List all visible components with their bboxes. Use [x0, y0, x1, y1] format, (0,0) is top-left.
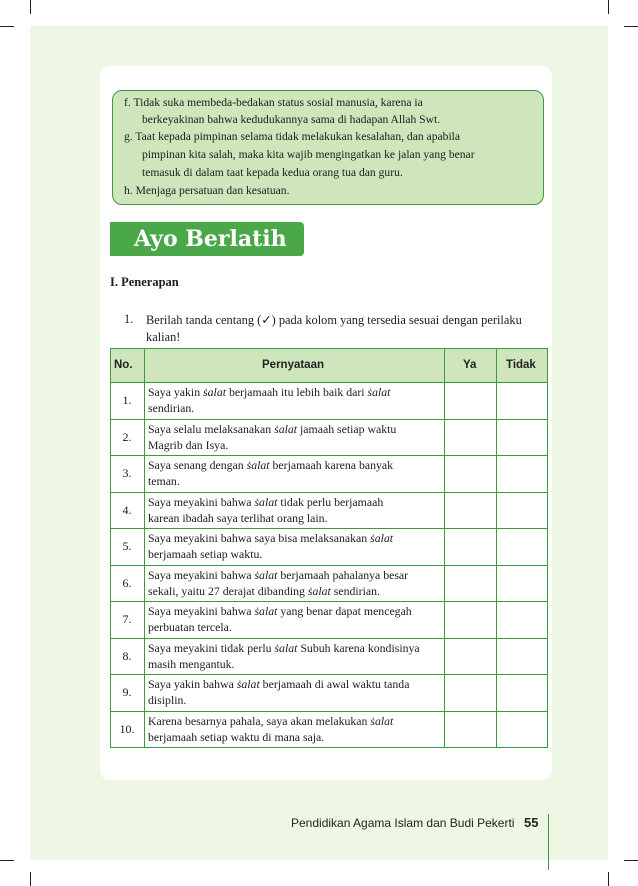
info-line-h: h. Menjaga persatuan dan kesatuan. [124, 184, 290, 197]
row-statement-2: sendirian. [148, 401, 195, 415]
checkbox-ya[interactable] [445, 712, 495, 747]
crop-mark [608, 872, 609, 886]
italic-term: ṡalat [246, 458, 270, 472]
info-line-g: g. Taat kepada pimpinan selama tidak melakukan kesalahan, dan apabila [124, 130, 461, 143]
table-header-row [110, 348, 548, 382]
italic-term: ṡalat [307, 583, 331, 598]
italic-term: ṡalat [370, 531, 394, 545]
table-column-divider [547, 348, 548, 748]
checkbox-tidak[interactable] [497, 493, 547, 528]
row-statement-2: disiplin. [148, 693, 187, 707]
crop-mark [0, 26, 14, 27]
row-statement-1: Saya meyakini bahwa saya bisa melaksanakan ṡalat [148, 531, 394, 545]
crop-mark [624, 26, 638, 27]
crop-mark [608, 0, 609, 14]
banner-title: Ayo Berlatih [134, 226, 287, 252]
crop-mark [30, 872, 31, 886]
checkbox-tidak[interactable] [497, 420, 547, 455]
row-statement-2: teman. [148, 474, 180, 488]
checkbox-ya[interactable] [445, 675, 495, 710]
italic-term: ṡalat [254, 494, 278, 509]
info-line-f-cont: berkeyakinan bahwa kedudukannya sama di hadapan Allah Swt. [142, 113, 441, 126]
footer-rule [548, 814, 549, 870]
header-no: No. [114, 359, 133, 371]
row-statement-2: Magrib dan Isya. [148, 437, 229, 452]
italic-term: ṡalat [254, 604, 278, 618]
checkbox-ya[interactable] [445, 456, 495, 491]
checkbox-tidak[interactable] [497, 639, 547, 674]
table-column-divider [144, 348, 145, 748]
row-statement-1: Saya meyakini bahwa ṡalat yang benar dapat mencegah [148, 604, 412, 618]
checkbox-ya[interactable] [445, 566, 495, 601]
info-line-g-cont: pimpinan kita salah, maka kita wajib mengingatkan ke jalan yang benar [142, 148, 475, 161]
row-number: 9. [122, 685, 132, 699]
row-number: 7. [122, 612, 132, 626]
checkbox-ya[interactable] [445, 602, 495, 637]
italic-term: ṡalat [274, 640, 298, 655]
crop-mark [624, 860, 638, 861]
row-statement-1: Saya meyakini tidak perlu ṡalat Subuh karena kondisinya [148, 640, 420, 655]
row-statement-2: karean ibadah saya terlihat orang lain. [148, 510, 328, 525]
row-number: 6. [122, 575, 132, 590]
row-statement-2: sekali, yaitu 27 derajat dibanding ṡalat sendirian. [148, 583, 380, 598]
row-statement-2: berjamaah setiap waktu di mana saja. [148, 729, 325, 744]
row-number: 1. [122, 393, 132, 407]
info-line-f: f. Tidak suka membeda-bedakan status sosial manusia, karena ia [124, 96, 423, 109]
header-yes: Ya [463, 359, 477, 371]
italic-term: ṡalat [367, 385, 391, 399]
info-line-g-cont2: temasuk di dalam taat kepada kedua orang tua dan guru. [142, 166, 403, 179]
italic-term: ṡalat [254, 567, 278, 582]
header-tidak: Tidak [506, 359, 536, 371]
checkbox-ya[interactable] [445, 383, 495, 418]
checkbox-ya[interactable] [445, 493, 495, 528]
checkbox-tidak[interactable] [497, 675, 547, 710]
table-row-divider [110, 747, 548, 748]
instruction-line-1: Berilah tanda centang (✓) pada kolom yang tersedia sesuai dengan perilaku [146, 313, 522, 327]
checkbox-ya[interactable] [445, 639, 495, 674]
instruction-number: 1. [124, 312, 134, 326]
book-title: Pendidikan Agama Islam dan Budi Pekerti [291, 816, 515, 830]
crop-mark [0, 860, 14, 861]
checkbox-tidak[interactable] [497, 529, 547, 564]
italic-term: ṡalat [370, 713, 394, 728]
row-number: 8. [122, 648, 132, 663]
checkbox-tidak[interactable] [497, 383, 547, 418]
row-number: 3. [122, 466, 132, 480]
row-statement-1: Saya meyakini bahwa ṡalat tidak perlu berjamaah [148, 494, 384, 509]
italic-term: ṡalat [274, 421, 298, 436]
row-number: 2. [122, 429, 132, 444]
checkbox-tidak[interactable] [497, 602, 547, 637]
row-statement-2: perbuatan tercela. [148, 620, 232, 634]
row-statement-1: Saya yakin ṡalat berjamaah itu lebih baik dari ṡalat [148, 385, 391, 399]
table-border-top [110, 348, 548, 349]
row-number: 5. [122, 539, 132, 553]
page-number: 55 [524, 815, 539, 830]
italic-term: ṡalat [203, 385, 226, 399]
checkbox-tidak[interactable] [497, 566, 547, 601]
row-statement-1: Saya yakin bahwa ṡalat berjamaah di awal waktu tanda [148, 677, 410, 691]
row-statement-1: Karena besarnya pahala, saya akan melakukan ṡalat [148, 713, 394, 728]
row-number: 10. [119, 721, 135, 736]
section-title: I. Penerapan [110, 275, 179, 289]
header-statement: Pernyataan [262, 359, 325, 371]
instruction-line-2: kalian! [146, 330, 181, 344]
row-statement-1: Saya meyakini bahwa ṡalat berjamaah pahalanya besar [148, 567, 409, 582]
checkbox-tidak[interactable] [497, 456, 547, 491]
row-statement-1: Saya senang dengan ṡalat berjamaah karena banyak [148, 458, 394, 472]
checkbox-tidak[interactable] [497, 712, 547, 747]
italic-term: ṡalat [236, 677, 260, 691]
row-statement-1: Saya selalu melaksanakan ṡalat jamaah setiap waktu [148, 421, 397, 436]
checkbox-ya[interactable] [445, 529, 495, 564]
crop-mark [30, 0, 31, 14]
row-statement-2: masih mengantuk. [148, 656, 235, 671]
checkbox-ya[interactable] [445, 420, 495, 455]
row-number: 4. [122, 502, 132, 517]
row-statement-2: berjamaah setiap waktu. [148, 547, 263, 561]
